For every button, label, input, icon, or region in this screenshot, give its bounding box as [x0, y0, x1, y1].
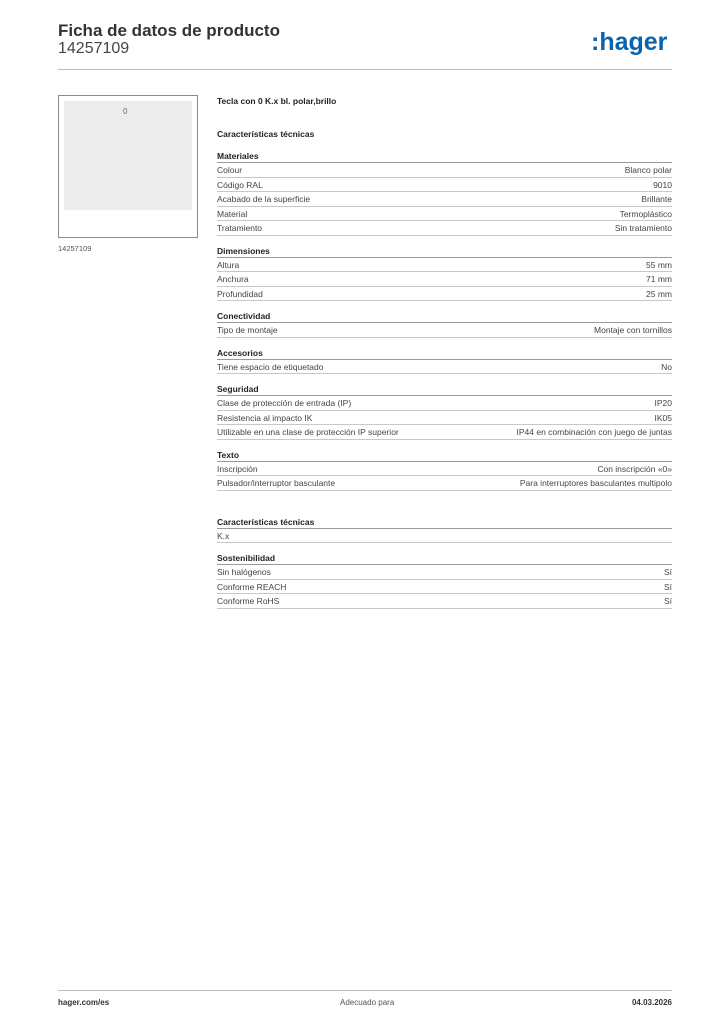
spec-value: Termoplástico [619, 208, 672, 219]
spec-value: Para interruptores basculantes multipolo [519, 478, 672, 488]
spec-label: Utilizable en una clase de protección IP superior [217, 427, 399, 437]
spec-label: Profundidad [217, 288, 263, 299]
spec-row [217, 287, 672, 302]
header-divider [58, 69, 672, 70]
spec-label: Conforme RoHS [217, 596, 280, 606]
spec-row [217, 192, 672, 207]
spec-value: Sí [663, 567, 672, 577]
spec-value: 9010 [653, 179, 672, 190]
product-code: 14257109 [58, 40, 130, 57]
spec-label: Tiene espacio de etiquetado [217, 361, 324, 372]
spec-value: IP44 en combinación con juego de juntas [516, 427, 672, 437]
spec-value: 71 mm [646, 274, 672, 284]
spec-section [217, 449, 672, 491]
spec-row [217, 360, 672, 375]
spec-label: Anchura [217, 274, 249, 284]
spec-row [217, 396, 672, 411]
page-title: Ficha de datos de producto [58, 21, 280, 40]
spec-row [217, 272, 672, 287]
footer-date: 04.03.2026 [631, 998, 672, 1007]
spec-section [217, 552, 672, 609]
product-image [58, 95, 198, 238]
logo-text: :hager [591, 28, 668, 56]
spec-label: Inscripción [217, 463, 258, 474]
spec-value: 55 mm [646, 259, 672, 270]
spec-row [217, 221, 672, 236]
spec-label: Material [217, 208, 248, 219]
hager-logo [591, 27, 675, 59]
spec-label: Tipo de montaje [217, 325, 278, 335]
spec-row [217, 476, 672, 491]
spec-label: Código RAL [217, 179, 263, 190]
spec-value: Montaje con tornillos [594, 325, 672, 335]
spec-sections [217, 150, 672, 491]
spec-label: K.x [217, 530, 230, 541]
spec-section [217, 150, 672, 236]
section-title: Materiales [217, 150, 672, 163]
spec-section [217, 347, 672, 375]
spec-value: Sí [663, 581, 672, 592]
spec-content [217, 95, 672, 618]
spec-row [217, 323, 672, 338]
spec-label: Conforme REACH [217, 581, 287, 592]
image-caption: 14257109 [58, 244, 92, 253]
spec-label: Clase de protección de entrada (IP) [217, 398, 352, 408]
spec-label: Resistencia al impacto IK [217, 412, 313, 423]
spec-value: Brillante [641, 194, 672, 204]
product-name: Tecla con 0 K.x bl. polar,brillo [217, 96, 337, 106]
section-title: Texto [217, 449, 672, 462]
section-title: Características técnicas [217, 516, 672, 529]
spec-value: 25 mm [646, 288, 672, 299]
section-gap [217, 500, 672, 516]
spec-row [217, 594, 672, 609]
spec-row [217, 258, 672, 273]
plate-inscription: 0 [123, 107, 128, 116]
spec-value: IP20 [654, 398, 672, 408]
spec-row [217, 565, 672, 580]
spec-label: Tratamiento [217, 223, 263, 233]
spec-value: IK05 [654, 412, 672, 423]
spec-row [217, 580, 672, 595]
footer-suitable-for: Adecuado para [340, 998, 395, 1007]
section-title: Conectividad [217, 310, 672, 323]
spec-label: Colour [217, 165, 243, 175]
spec-row [217, 163, 672, 178]
spec-value: No [661, 361, 672, 372]
section-title: Sostenibilidad [217, 552, 672, 565]
spec-label: Altura [217, 259, 240, 270]
spec-label: Pulsador/interruptor basculante [217, 478, 336, 488]
spec-row [217, 529, 672, 544]
spec-value: Con inscripción «0» [597, 463, 672, 474]
spec-value: Sí [663, 596, 672, 606]
footer-divider [58, 990, 672, 991]
spec-label: Acabado de la superficie [217, 194, 311, 204]
spec-row [217, 207, 672, 222]
section-title: Seguridad [217, 383, 672, 396]
spec-section [217, 245, 672, 302]
tech-heading: Características técnicas [217, 129, 315, 139]
spec-row [217, 411, 672, 426]
spec-sections-secondary [217, 516, 672, 609]
footer-website[interactable]: hager.com/es [58, 998, 110, 1007]
spec-row [217, 462, 672, 477]
spec-row [217, 178, 672, 193]
switch-plate-illustration [64, 101, 192, 210]
spec-row [217, 425, 672, 440]
spec-section [217, 516, 672, 544]
spec-section [217, 383, 672, 440]
spec-value: Blanco polar [624, 165, 672, 175]
section-title: Accesorios [217, 347, 672, 360]
spec-label: Sin halógenos [217, 567, 271, 577]
spec-section [217, 310, 672, 338]
spec-value: Sin tratamiento [614, 223, 672, 233]
section-title: Dimensiones [217, 245, 672, 258]
